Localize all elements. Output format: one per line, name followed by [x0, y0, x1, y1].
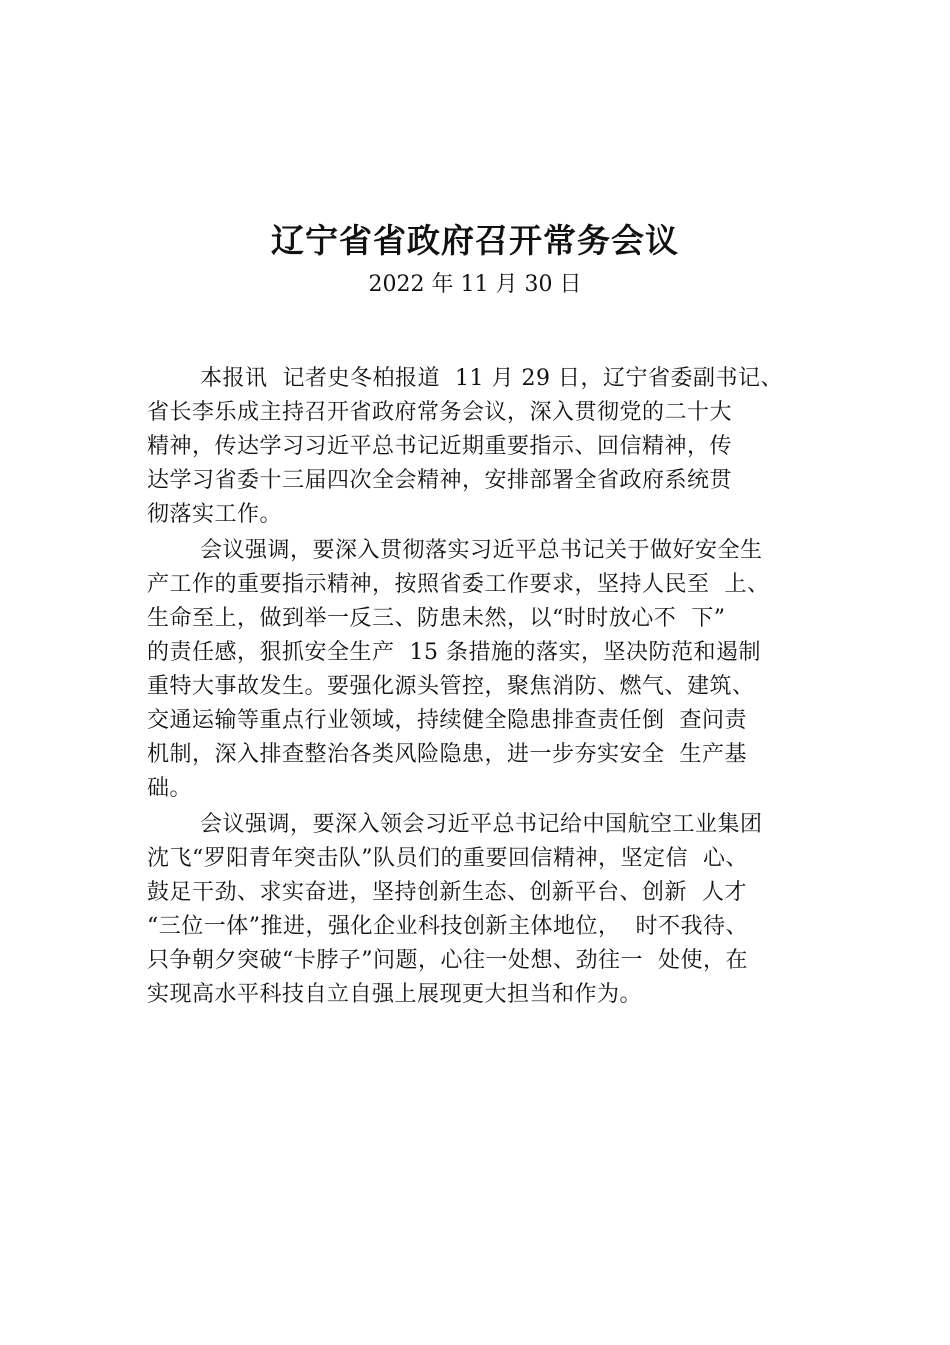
paragraph-2-line-3: 生命至上，做到举一反三、防患未然，以“时时放心不 下”	[147, 606, 726, 631]
paragraph-1-line-2: 省长李乐成主持召开省政府常务会议，深入贯彻党的二十大	[147, 400, 733, 425]
article-body	[147, 362, 837, 1012]
paragraph-3-line-2: 沈飞“罗阳青年突击队”队员们的重要回信精神，坚定信 心、	[147, 846, 748, 871]
paragraph-2-line-5: 重特大事故发生。要强化源头管控，聚焦消防、燃气、建筑、	[147, 674, 755, 699]
document-date: 2022 年 11 月 30 日	[368, 272, 582, 297]
paragraph-3-line-3: 鼓足干劲、求实奋进，坚持创新生态、创新平台、创新 人才	[147, 880, 747, 905]
paragraph-3-line-6: 实现高水平科技自立自强上展现更大担当和作为。	[147, 982, 643, 1007]
paragraph-2-line-7: 机制，深入排查整治各类风险隐患，进一步夯实安全 生产基	[147, 742, 747, 767]
paragraph-1-line-4: 达学习省委十三届四次全会精神，安排部署全省政府系统贯	[147, 468, 733, 493]
paragraph-1-line-1: 本报讯 记者史冬柏报道 11 月 29 日，辽宁省委副书记、	[200, 366, 783, 391]
paragraph-1-line-3: 精神，传达学习习近平总书记近期重要指示、回信精神，传	[147, 434, 733, 459]
paragraph-2-line-6: 交通运输等重点行业领域，持续健全隐患排查责任倒 查问责	[147, 708, 747, 733]
paragraph-3-line-4: “三位一体”推进，强化企业科技创新主体地位， 时不我待、	[147, 914, 748, 939]
paragraph-3-line-1: 会议强调，要深入领会习近平总书记给中国航空工业集团	[200, 812, 763, 837]
paragraph-2-line-8: 础。	[147, 776, 193, 801]
document-title: 辽宁省省政府召开常务会议	[271, 221, 679, 260]
paragraph-2-line-2: 产工作的重要指示精神，按照省委工作要求，坚持人民至 上、	[147, 572, 770, 597]
paragraph-1-line-5: 彻落实工作。	[147, 502, 283, 527]
paragraph-2-line-4: 的责任感，狠抓安全生产 15 条措施的落实，坚决防范和遏制	[147, 640, 761, 665]
paragraph-2-line-1: 会议强调，要深入贯彻落实习近平总书记关于做好安全生	[200, 538, 763, 563]
paragraph-3-line-5: 只争朝夕突破“卡脖子”问题，心往一处想、劲往一 处使，在	[147, 948, 748, 973]
